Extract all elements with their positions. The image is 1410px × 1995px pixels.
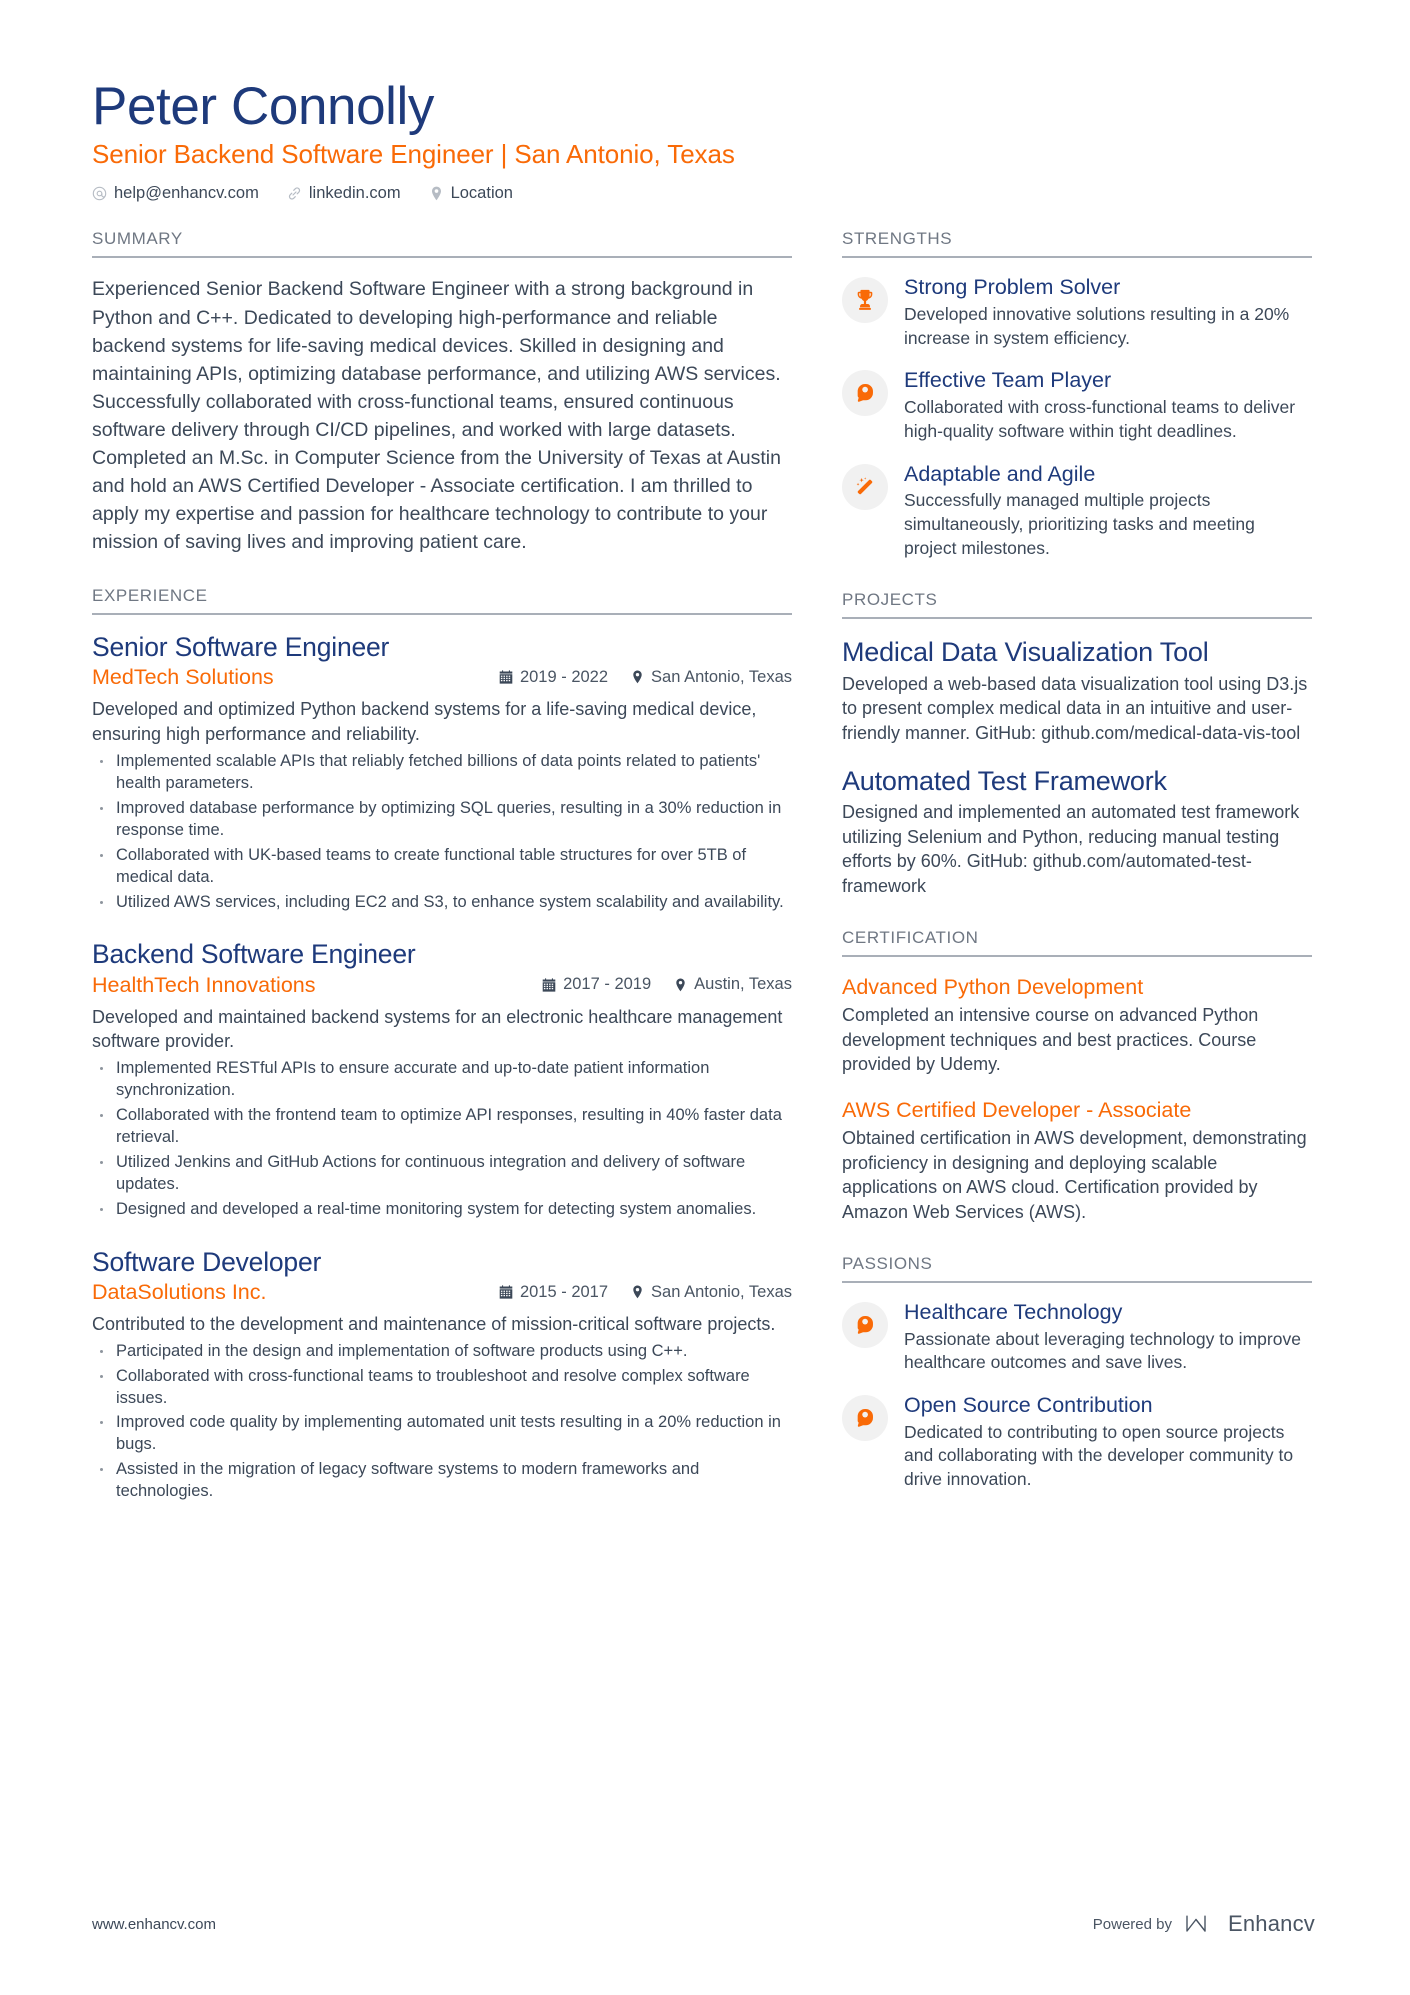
list-item: Participated in the design and implementation of software products using C++. [92, 1341, 792, 1363]
footer-brand [1093, 1911, 1315, 1937]
project-item [842, 636, 1312, 745]
certification-title: AWS Certified Developer - Associate [842, 1097, 1192, 1122]
certification-item [842, 1097, 1312, 1224]
experience-dates-label: 2017 - 2019 [563, 975, 652, 994]
experience-dates [499, 1283, 608, 1302]
section-experience [92, 586, 792, 1503]
list-item: Collaborated with the frontend team to optimize API responses, resulting in 40% faster data retrieval. [92, 1105, 792, 1149]
experience-item [92, 632, 792, 913]
passion-description: Dedicated to contributing to open source projects and collaborating with the developer community to drive innovation. [904, 1421, 1294, 1490]
list-item: Improved code quality by implementing automated unit tests resulting in a 20% reduction in bugs. [92, 1412, 792, 1456]
experience-description: Developed and maintained backend systems for an electronic healthcare management software provider. [92, 1006, 783, 1052]
experience-bullets [92, 1341, 792, 1504]
trophy-icon [842, 277, 888, 323]
contact-row [92, 184, 1315, 203]
enhancv-brand-name: Enhancv [1227, 1911, 1315, 1936]
section-certification [842, 928, 1312, 1224]
strength-title: Effective Team Player [904, 368, 1112, 393]
footer-powered-by-label: Powered by [1092, 1915, 1172, 1933]
section-experience-heading: EXPERIENCE [92, 586, 208, 606]
experience-bullets [92, 1058, 792, 1221]
location-pin-icon [630, 1285, 644, 1299]
strength-body [904, 368, 1312, 443]
location-pin-icon [429, 186, 444, 201]
experience-description: Contributed to the development and maintenance of mission-critical software projects. [92, 1313, 776, 1334]
experience-company: DataSolutions Inc. [92, 1280, 267, 1305]
certification-title: Advanced Python Development [842, 975, 1144, 1000]
experience-meta-row [92, 665, 792, 691]
strength-description: Collaborated with cross-functional teams to deliver high-quality software within tight deadlines. [904, 397, 1296, 441]
strength-item [842, 275, 1312, 350]
list-item: Assisted in the migration of legacy software systems to modern frameworks and technologies. [92, 1459, 792, 1503]
passion-item [842, 1300, 1312, 1375]
professional-headline: Senior Backend Software Engineer | San Antonio, Texas [92, 139, 735, 170]
enhancv-logo [1185, 1911, 1315, 1937]
resume-footer [92, 1911, 1315, 1937]
experience-location [630, 668, 792, 687]
experience-company: HealthTech Innovations [92, 972, 316, 997]
strength-body [904, 275, 1312, 350]
experience-company: MedTech Solutions [92, 665, 274, 690]
section-divider [92, 256, 792, 258]
right-column [842, 229, 1312, 1521]
section-passions [842, 1254, 1312, 1492]
list-item: Utilized Jenkins and GitHub Actions for continuous integration and delivery of software updates. [92, 1152, 792, 1196]
list-item: Implemented scalable APIs that reliably fetched billions of data points related to patients' health parameters. [92, 751, 792, 795]
strength-title: Strong Problem Solver [904, 275, 1121, 300]
headset-icon [842, 370, 888, 416]
location-pin-icon [673, 978, 687, 992]
passion-body [904, 1393, 1312, 1492]
resume-header [92, 78, 1315, 203]
left-column [92, 229, 792, 1533]
project-title: Medical Data Visualization Tool [842, 637, 1209, 668]
calendar-icon [499, 670, 513, 684]
experience-location-label: Austin, Texas [694, 975, 792, 994]
list-item: Implemented RESTful APIs to ensure accurate and up-to-date patient information synchronization. [92, 1058, 792, 1102]
experience-location [673, 975, 792, 994]
section-strengths-heading: STRENGTHS [842, 229, 953, 249]
certification-description: Obtained certification in AWS development, demonstrating proficiency in designing and deploying scalable applications on AWS cloud. Certification provided by Amazon Web Services (AWS). [842, 1128, 1307, 1222]
passion-description: Passionate about leveraging technology to improve healthcare outcomes and save lives. [904, 1328, 1301, 1373]
page-title: Peter Connolly [92, 77, 435, 136]
experience-job-title: Senior Software Engineer [92, 632, 390, 663]
section-projects-heading: PROJECTS [842, 590, 938, 610]
experience-item [92, 1247, 792, 1503]
passion-title: Open Source Contribution [904, 1393, 1153, 1418]
at-icon [92, 186, 107, 201]
experience-meta [499, 1283, 792, 1302]
passion-body [904, 1300, 1312, 1375]
calendar-icon [542, 978, 556, 992]
section-divider [842, 1281, 1312, 1283]
project-item [842, 765, 1312, 898]
experience-item [92, 939, 792, 1220]
section-summary-heading: SUMMARY [92, 229, 183, 249]
experience-dates-label: 2019 - 2022 [519, 667, 609, 686]
experience-description: Developed and optimized Python backend systems for a life-saving medical device, ensuring high performance and reliability. [92, 699, 757, 745]
list-item: Designed and developed a real-time monitoring system for detecting system anomalies. [92, 1199, 792, 1221]
contact-location[interactable] [429, 184, 513, 203]
section-summary [92, 229, 792, 556]
experience-meta-row [92, 1280, 792, 1306]
list-item: Collaborated with cross-functional teams to troubleshoot and resolve complex software issues. [92, 1366, 792, 1410]
experience-dates [542, 975, 651, 994]
section-certification-heading: CERTIFICATION [842, 928, 979, 948]
experience-meta [542, 975, 792, 994]
experience-meta-row [92, 973, 792, 999]
contact-location-label: Location [450, 184, 513, 203]
magic-wand-icon [842, 464, 888, 510]
experience-job-title: Software Developer [92, 1246, 322, 1277]
contact-email-label: help@enhancv.com [114, 184, 259, 203]
section-divider [842, 256, 1312, 258]
strength-item [842, 368, 1312, 443]
list-item: Utilized AWS services, including EC2 and S3, to enhance system scalability and availability. [92, 892, 792, 914]
experience-location-label: San Antonio, Texas [651, 667, 792, 686]
list-item: Improved database performance by optimizing SQL queries, resulting in a 30% reduction in response time. [92, 798, 792, 842]
strength-item [842, 462, 1312, 561]
contact-linkedin[interactable] [287, 184, 401, 203]
experience-location [630, 1283, 792, 1302]
summary-text: Experienced Senior Backend Software Engineer with a strong background in Python and C++. Dedicated to developing high-performance and reliable backend systems for life-saving medical devices. Skilled in designing and maintaining APIs, optimizing database performance, and utilizing AWS services. Successfully collaborated with cross-functional teams, ensured continuous software delivery through CI/CD pipelines, and worked with large datasets. Completed an M.Sc. in Computer Science from the University of Texas at Austin and hold an AWS Certified Developer - Associate certification. I am thrilled to apply my expertise and passion for healthcare technology to contribute to your mission of saving lives and improving patient care. [92, 278, 781, 554]
footer-website[interactable]: www.enhancv.com [92, 1915, 216, 1933]
location-pin-icon [630, 670, 644, 684]
contact-linkedin-label: linkedin.com [308, 184, 401, 203]
certification-item [842, 974, 1312, 1077]
section-divider [842, 617, 1312, 619]
strength-description: Successfully managed multiple projects simultaneously, prioritizing tasks and meeting project milestones. [904, 490, 1255, 558]
headset-icon [842, 1302, 888, 1348]
section-projects [842, 590, 1312, 898]
passion-title: Healthcare Technology [904, 1299, 1123, 1324]
project-description: Developed a web-based data visualization tool using D3.js to present complex medical data in an intuitive and user-friendly manner. GitHub: github.com/medical-data-vis-tool [842, 673, 1308, 743]
strength-description: Developed innovative solutions resulting in a 20% increase in system efficiency. [904, 304, 1290, 348]
experience-meta [499, 668, 792, 687]
project-title: Automated Test Framework [842, 765, 1167, 796]
list-item: Collaborated with UK-based teams to create functional table structures for over 5TB of medical data. [92, 845, 792, 889]
experience-location-label: San Antonio, Texas [651, 1282, 792, 1301]
certification-description: Completed an intensive course on advanced Python development techniques and best practices. Course provided by Udemy. [842, 1005, 1259, 1075]
strength-title: Adaptable and Agile [904, 461, 1096, 486]
passion-item [842, 1393, 1312, 1492]
experience-dates [499, 668, 608, 687]
section-strengths [842, 229, 1312, 560]
section-passions-heading: PASSIONS [842, 1253, 933, 1273]
experience-job-title: Backend Software Engineer [92, 939, 416, 970]
contact-email[interactable] [92, 184, 259, 203]
experience-bullets [92, 751, 792, 914]
experience-dates-label: 2015 - 2017 [519, 1282, 609, 1301]
calendar-icon [499, 1285, 513, 1299]
headset-icon [842, 1395, 888, 1441]
resume-body [92, 229, 1315, 1533]
link-icon [287, 186, 302, 201]
section-divider [92, 613, 792, 615]
project-description: Designed and implemented an automated test framework utilizing Selenium and Python, reducing manual testing efforts by 60%. GitHub: github.com/automated-test-framework [842, 802, 1300, 896]
section-divider [842, 955, 1312, 957]
strength-body [904, 462, 1312, 561]
